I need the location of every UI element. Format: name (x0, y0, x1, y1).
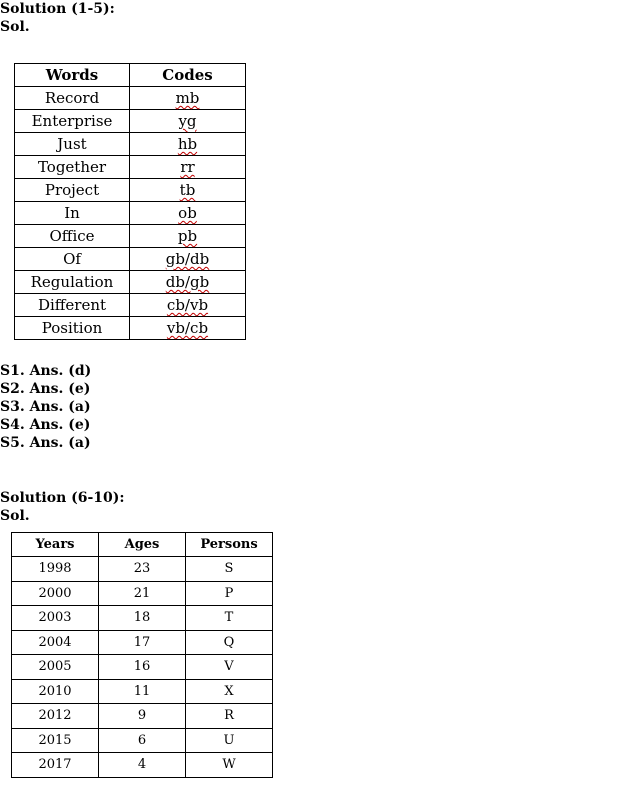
column-header-ages: Ages (99, 533, 186, 557)
age-cell: 18 (99, 606, 186, 631)
section-1-sol: Sol. (0, 19, 30, 35)
answer-line: S4. Ans. (e) (0, 417, 91, 433)
person-cell: V (186, 655, 273, 680)
year-cell: 2012 (12, 704, 99, 729)
table-row (12, 606, 273, 631)
table-row (12, 704, 273, 729)
column-header-codes: Codes (130, 64, 246, 87)
table-row (15, 133, 246, 156)
table-row (15, 294, 246, 317)
table-header-row (12, 533, 273, 557)
person-cell: P (186, 581, 273, 606)
code-cell (130, 271, 246, 294)
years-ages-persons-table-body (12, 557, 273, 778)
person-cell: W (186, 753, 273, 778)
table-row (15, 271, 246, 294)
table-row (15, 110, 246, 133)
person-cell: R (186, 704, 273, 729)
table-row (15, 317, 246, 340)
year-cell: 1998 (12, 557, 99, 582)
table-row (12, 630, 273, 655)
age-cell: 17 (99, 630, 186, 655)
code-cell (130, 225, 246, 248)
table-row (12, 679, 273, 704)
person-cell: S (186, 557, 273, 582)
age-cell: 6 (99, 728, 186, 753)
section-2-header (0, 489, 125, 525)
table-row (12, 655, 273, 680)
code-value: cb/vb (166, 296, 209, 314)
code-cell (130, 294, 246, 317)
age-cell: 21 (99, 581, 186, 606)
code-cell (130, 156, 246, 179)
section-2-heading: Solution (6-10): (0, 490, 125, 506)
table-row (15, 225, 246, 248)
word-cell: Different (15, 294, 130, 317)
years-ages-persons-table (11, 532, 273, 778)
table-row (12, 753, 273, 778)
code-value: tb (179, 181, 196, 199)
column-header-years: Years (12, 533, 99, 557)
code-cell (130, 110, 246, 133)
age-cell: 23 (99, 557, 186, 582)
word-cell: Just (15, 133, 130, 156)
table-row (15, 156, 246, 179)
word-cell: In (15, 202, 130, 225)
age-cell: 9 (99, 704, 186, 729)
answer-line: S5. Ans. (a) (0, 435, 91, 451)
code-cell (130, 248, 246, 271)
code-cell (130, 87, 246, 110)
code-cell (130, 179, 246, 202)
code-value: db/gb (165, 273, 210, 291)
code-value: vb/cb (166, 319, 209, 337)
word-cell: Position (15, 317, 130, 340)
year-cell: 2015 (12, 728, 99, 753)
word-cell: Office (15, 225, 130, 248)
table-row (12, 581, 273, 606)
code-cell (130, 202, 246, 225)
code-value: hb (177, 135, 198, 153)
table-row (15, 202, 246, 225)
person-cell: X (186, 679, 273, 704)
table-row (12, 728, 273, 753)
code-value: yg (178, 112, 197, 130)
year-cell: 2003 (12, 606, 99, 631)
person-cell: Q (186, 630, 273, 655)
year-cell: 2000 (12, 581, 99, 606)
age-cell: 11 (99, 679, 186, 704)
code-cell (130, 317, 246, 340)
year-cell: 2004 (12, 630, 99, 655)
answers-list (0, 362, 91, 452)
code-value: mb (175, 89, 200, 107)
answer-line: S1. Ans. (d) (0, 363, 92, 379)
word-cell: Record (15, 87, 130, 110)
table-row (15, 248, 246, 271)
year-cell: 2017 (12, 753, 99, 778)
code-value: gb/db (165, 250, 210, 268)
section-2-sol: Sol. (0, 508, 30, 524)
section-1-heading: Solution (1-5): (0, 1, 115, 17)
table-row (15, 87, 246, 110)
table-row (15, 179, 246, 202)
age-cell: 16 (99, 655, 186, 680)
year-cell: 2005 (12, 655, 99, 680)
word-cell: Together (15, 156, 130, 179)
person-cell: T (186, 606, 273, 631)
answer-line: S3. Ans. (a) (0, 399, 91, 415)
code-value: ob (178, 204, 197, 222)
age-cell: 4 (99, 753, 186, 778)
code-value: rr (180, 158, 195, 176)
words-codes-table-body (15, 87, 246, 340)
word-cell: Project (15, 179, 130, 202)
answer-line: S2. Ans. (e) (0, 381, 91, 397)
table-row (12, 557, 273, 582)
column-header-persons: Persons (186, 533, 273, 557)
year-cell: 2010 (12, 679, 99, 704)
word-cell: Of (15, 248, 130, 271)
word-cell: Regulation (15, 271, 130, 294)
code-value: pb (177, 227, 198, 245)
column-header-words: Words (15, 64, 130, 87)
words-codes-table (14, 63, 246, 340)
code-cell (130, 133, 246, 156)
table-header-row (15, 64, 246, 87)
person-cell: U (186, 728, 273, 753)
section-1-header (0, 0, 115, 36)
word-cell: Enterprise (15, 110, 130, 133)
